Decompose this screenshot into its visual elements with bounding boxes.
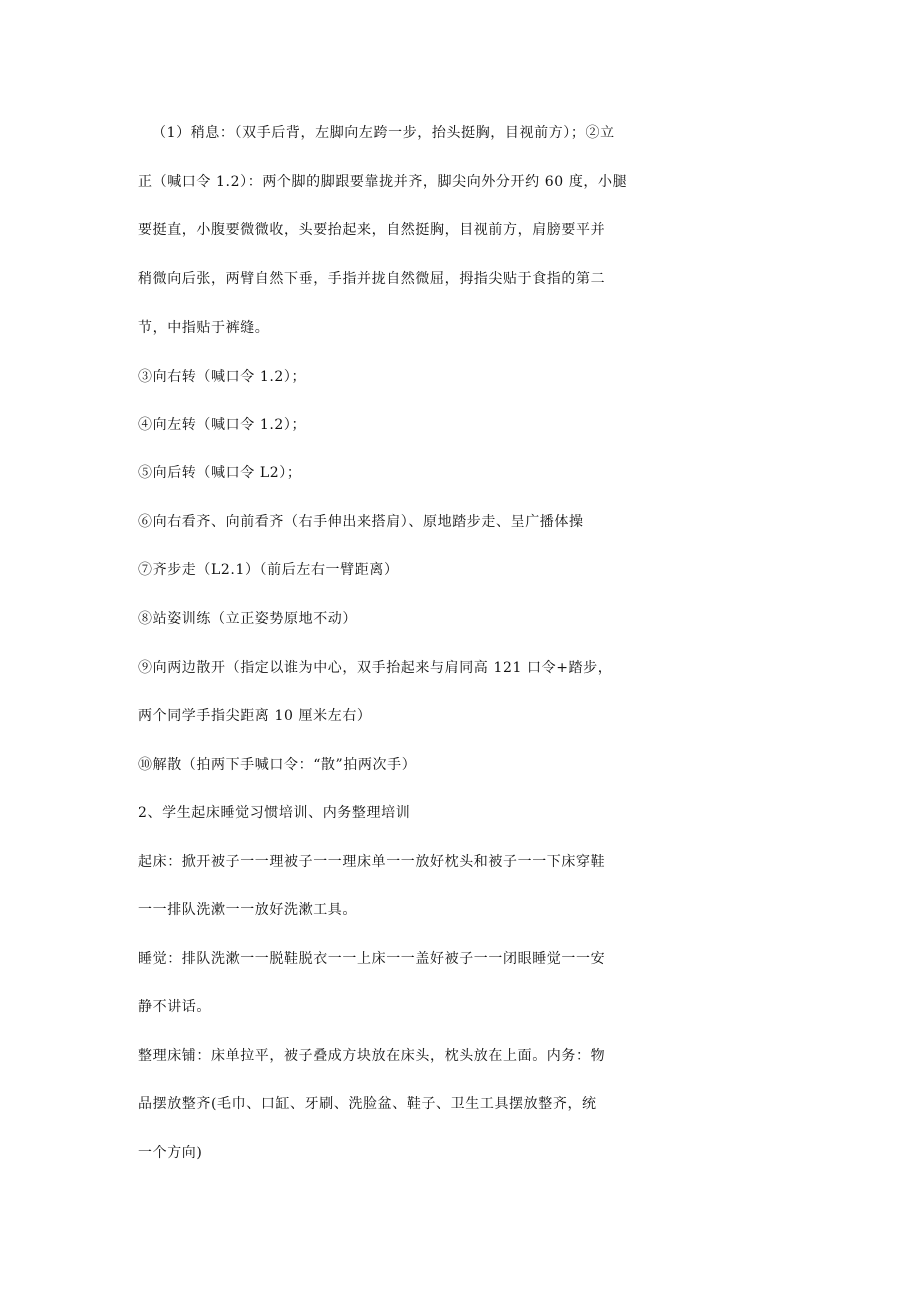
- item-dress-right: ⑥向右看齐、向前看齐（右手伸出来搭肩）、原地踏步走、呈广播体操: [138, 514, 584, 530]
- item-right-turn: ③向右转（喊口令 1.2）；: [138, 369, 307, 385]
- item-spread-out-line-1: ⑨向两边散开（指定以谁为中心，双手抬起来与肩同高 121 口令+踏步，: [138, 660, 613, 676]
- item-quick-march: ⑦齐步走（L2.1）（前后左右一臂距离）: [138, 562, 399, 578]
- paragraph-attention-line-4: 稍微向后张，两臂自然下垂，手指并拢自然微屈，拇指尖贴于食指的第二: [138, 271, 606, 287]
- item-standing-training: ⑧站姿训练（立正姿势原地不动）: [138, 611, 357, 627]
- paragraph-attention-line-3: 要挺直，小腹要微微收，头要抬起来，自然挺胸，目视前方，肩膀要平并: [138, 222, 606, 238]
- paragraph-bed-making-line-2: 品摆放整齐(毛巾、口缸、牙刷、洗脸盆、鞋子、卫生工具摆放整齐，统: [138, 1096, 597, 1112]
- paragraph-stand-at-ease-line-1: （1）稍息：（双手后背，左脚向左跨一步，抬头挺胸，目视前方）；②立: [152, 125, 615, 141]
- paragraph-sleep-line-2: 静不讲话。: [138, 999, 211, 1015]
- paragraph-attention-line-2: 正（喊口令 1.2）：两个脚的脚跟要靠拢并齐，脚尖向外分开约 60 度，小腿: [138, 174, 628, 190]
- paragraph-bed-making-line-3: 一个方向): [138, 1145, 203, 1161]
- paragraph-get-up-line-1: 起床：掀开被子一一理被子一一理床单一一放好枕头和被子一一下床穿鞋: [138, 854, 606, 870]
- item-about-turn: ⑤向后转（喊口令 L2）；: [138, 465, 302, 481]
- item-left-turn: ④向左转（喊口令 1.2）；: [138, 417, 307, 433]
- item-dismiss: ⑩解散（拍两下手喊口令：“散”拍两次手）: [138, 757, 417, 773]
- paragraph-get-up-line-2: 一一排队洗漱一一放好洗漱工具。: [138, 902, 357, 918]
- paragraph-bed-making-line-1: 整理床铺：床单拉平，被子叠成方块放在床头，枕头放在上面。内务：物: [138, 1048, 606, 1064]
- item-spread-out-line-2: 两个同学手指尖距离 10 厘米左右）: [138, 708, 372, 724]
- section-heading-habits-training: 2、学生起床睡觉习惯培训、内务整理培训: [138, 805, 411, 821]
- paragraph-attention-line-5: 节，中指贴于裤缝。: [138, 320, 270, 336]
- paragraph-sleep-line-1: 睡觉：排队洗漱一一脱鞋脱衣一一上床一一盖好被子一一闭眼睡觉一一安: [138, 951, 606, 967]
